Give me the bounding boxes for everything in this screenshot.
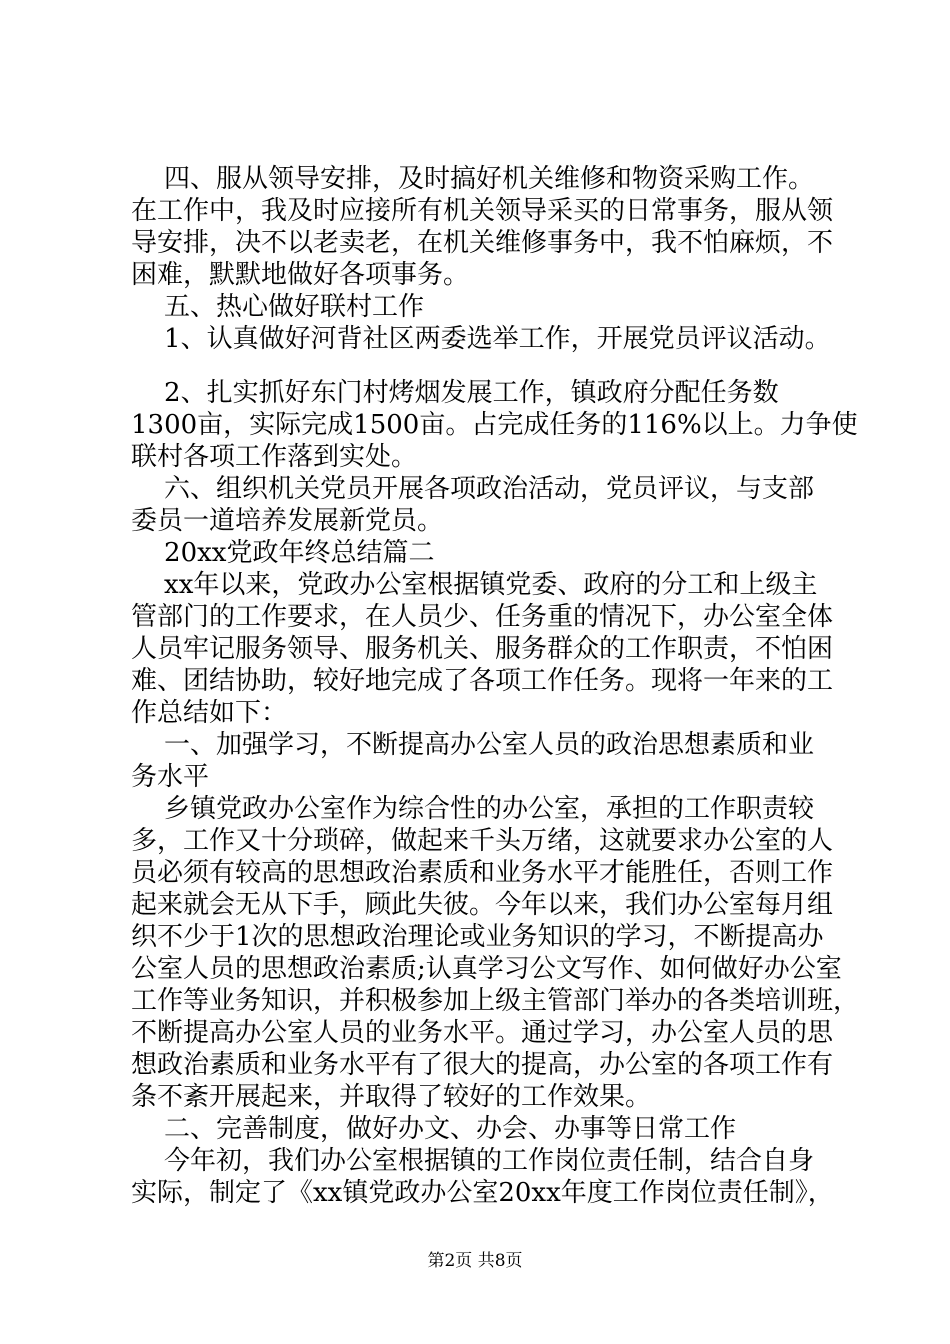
text-line: 困难，默默地做好各项事务。 [131, 260, 470, 290]
text-line: 四、服从领导安排，及时搞好机关维修和物资采购工作。 [131, 164, 815, 194]
text-line: 不断提高办公室人员的业务水平。通过学习，办公室人员的思 [131, 1018, 834, 1048]
text-line: 作总结如下： [131, 698, 288, 728]
text-line: 1300亩，实际完成1500亩。占完成任务的116%以上。力争使 [131, 410, 858, 440]
text-line: 人员牢记服务领导、服务机关、服务群众的工作职责，不怕困 [131, 634, 834, 664]
section-heading: 二、完善制度，做好办文、办会、办事等日常工作 [131, 1114, 737, 1144]
section-heading: 务水平 [131, 762, 210, 792]
text-line: 织不少于1次的思想政治理论或业务知识的学习，不断提高办 [131, 922, 824, 952]
text-line: 实际，制定了《xx镇党政办公室20xx年度工作岗位责任制》， [131, 1178, 834, 1208]
text-line: 今年初，我们办公室根据镇的工作岗位责任制，结合自身 [131, 1146, 815, 1176]
text-line: 在工作中，我及时应接所有机关领导采买的日常事务，服从领 [131, 196, 834, 226]
text-line: 难、团结协助，较好地完成了各项工作任务。现将一年来的工 [131, 666, 834, 696]
page-footer [0, 1246, 950, 1271]
text-line: 联村各项工作落到实处。 [131, 442, 418, 472]
text-line: 六、组织机关党员开展各项政治活动，党员评议，与支部 [131, 474, 815, 504]
section-heading: 五、热心做好联村工作 [131, 292, 425, 322]
text-line: 多，工作又十分琐碎，做起来千头万绪，这就要求办公室的人 [131, 826, 834, 856]
text-line: 公室人员的思想政治素质;认真学习公文写作、如何做好办公室 [131, 954, 842, 984]
text-line: 乡镇党政办公室作为综合性的办公室，承担的工作职责较 [131, 794, 815, 824]
section-heading: 一、加强学习，不断提高办公室人员的政治思想素质和业 [131, 730, 815, 760]
article-title: 20xx党政年终总结篇二 [131, 538, 435, 568]
text-line: 工作等业务知识，并积极参加上级主管部门举办的各类培训班， [131, 986, 860, 1016]
text-line: 管部门的工作要求，在人员少、任务重的情况下，办公室全体 [131, 602, 834, 632]
text-line: 导安排，决不以老卖老，在机关维修事务中，我不怕麻烦，不 [131, 228, 834, 258]
paragraph-gap [131, 355, 831, 377]
text-line: 1、认真做好河背社区两委选举工作，开展党员评议活动。 [131, 324, 831, 354]
text-line: 想政治素质和业务水平有了很大的提高，办公室的各项工作有 [131, 1050, 834, 1080]
text-line: 起来就会无从下手，顾此失彼。今年以来，我们办公室每月组 [131, 890, 834, 920]
text-line: 2、扎实抓好东门村烤烟发展工作，镇政府分配任务数 [131, 378, 779, 408]
text-line: xx年以来，党政办公室根据镇党委、政府的分工和上级主 [131, 570, 818, 600]
page-number-label: 第2页 共8页 [427, 1251, 523, 1271]
text-line: 条不紊开展起来，并取得了较好的工作效果。 [131, 1082, 652, 1112]
text-line: 员必须有较高的思想政治素质和业务水平才能胜任，否则工作 [131, 858, 834, 888]
text-line: 委员一道培养发展新党员。 [131, 506, 444, 536]
document-body [131, 163, 860, 1209]
